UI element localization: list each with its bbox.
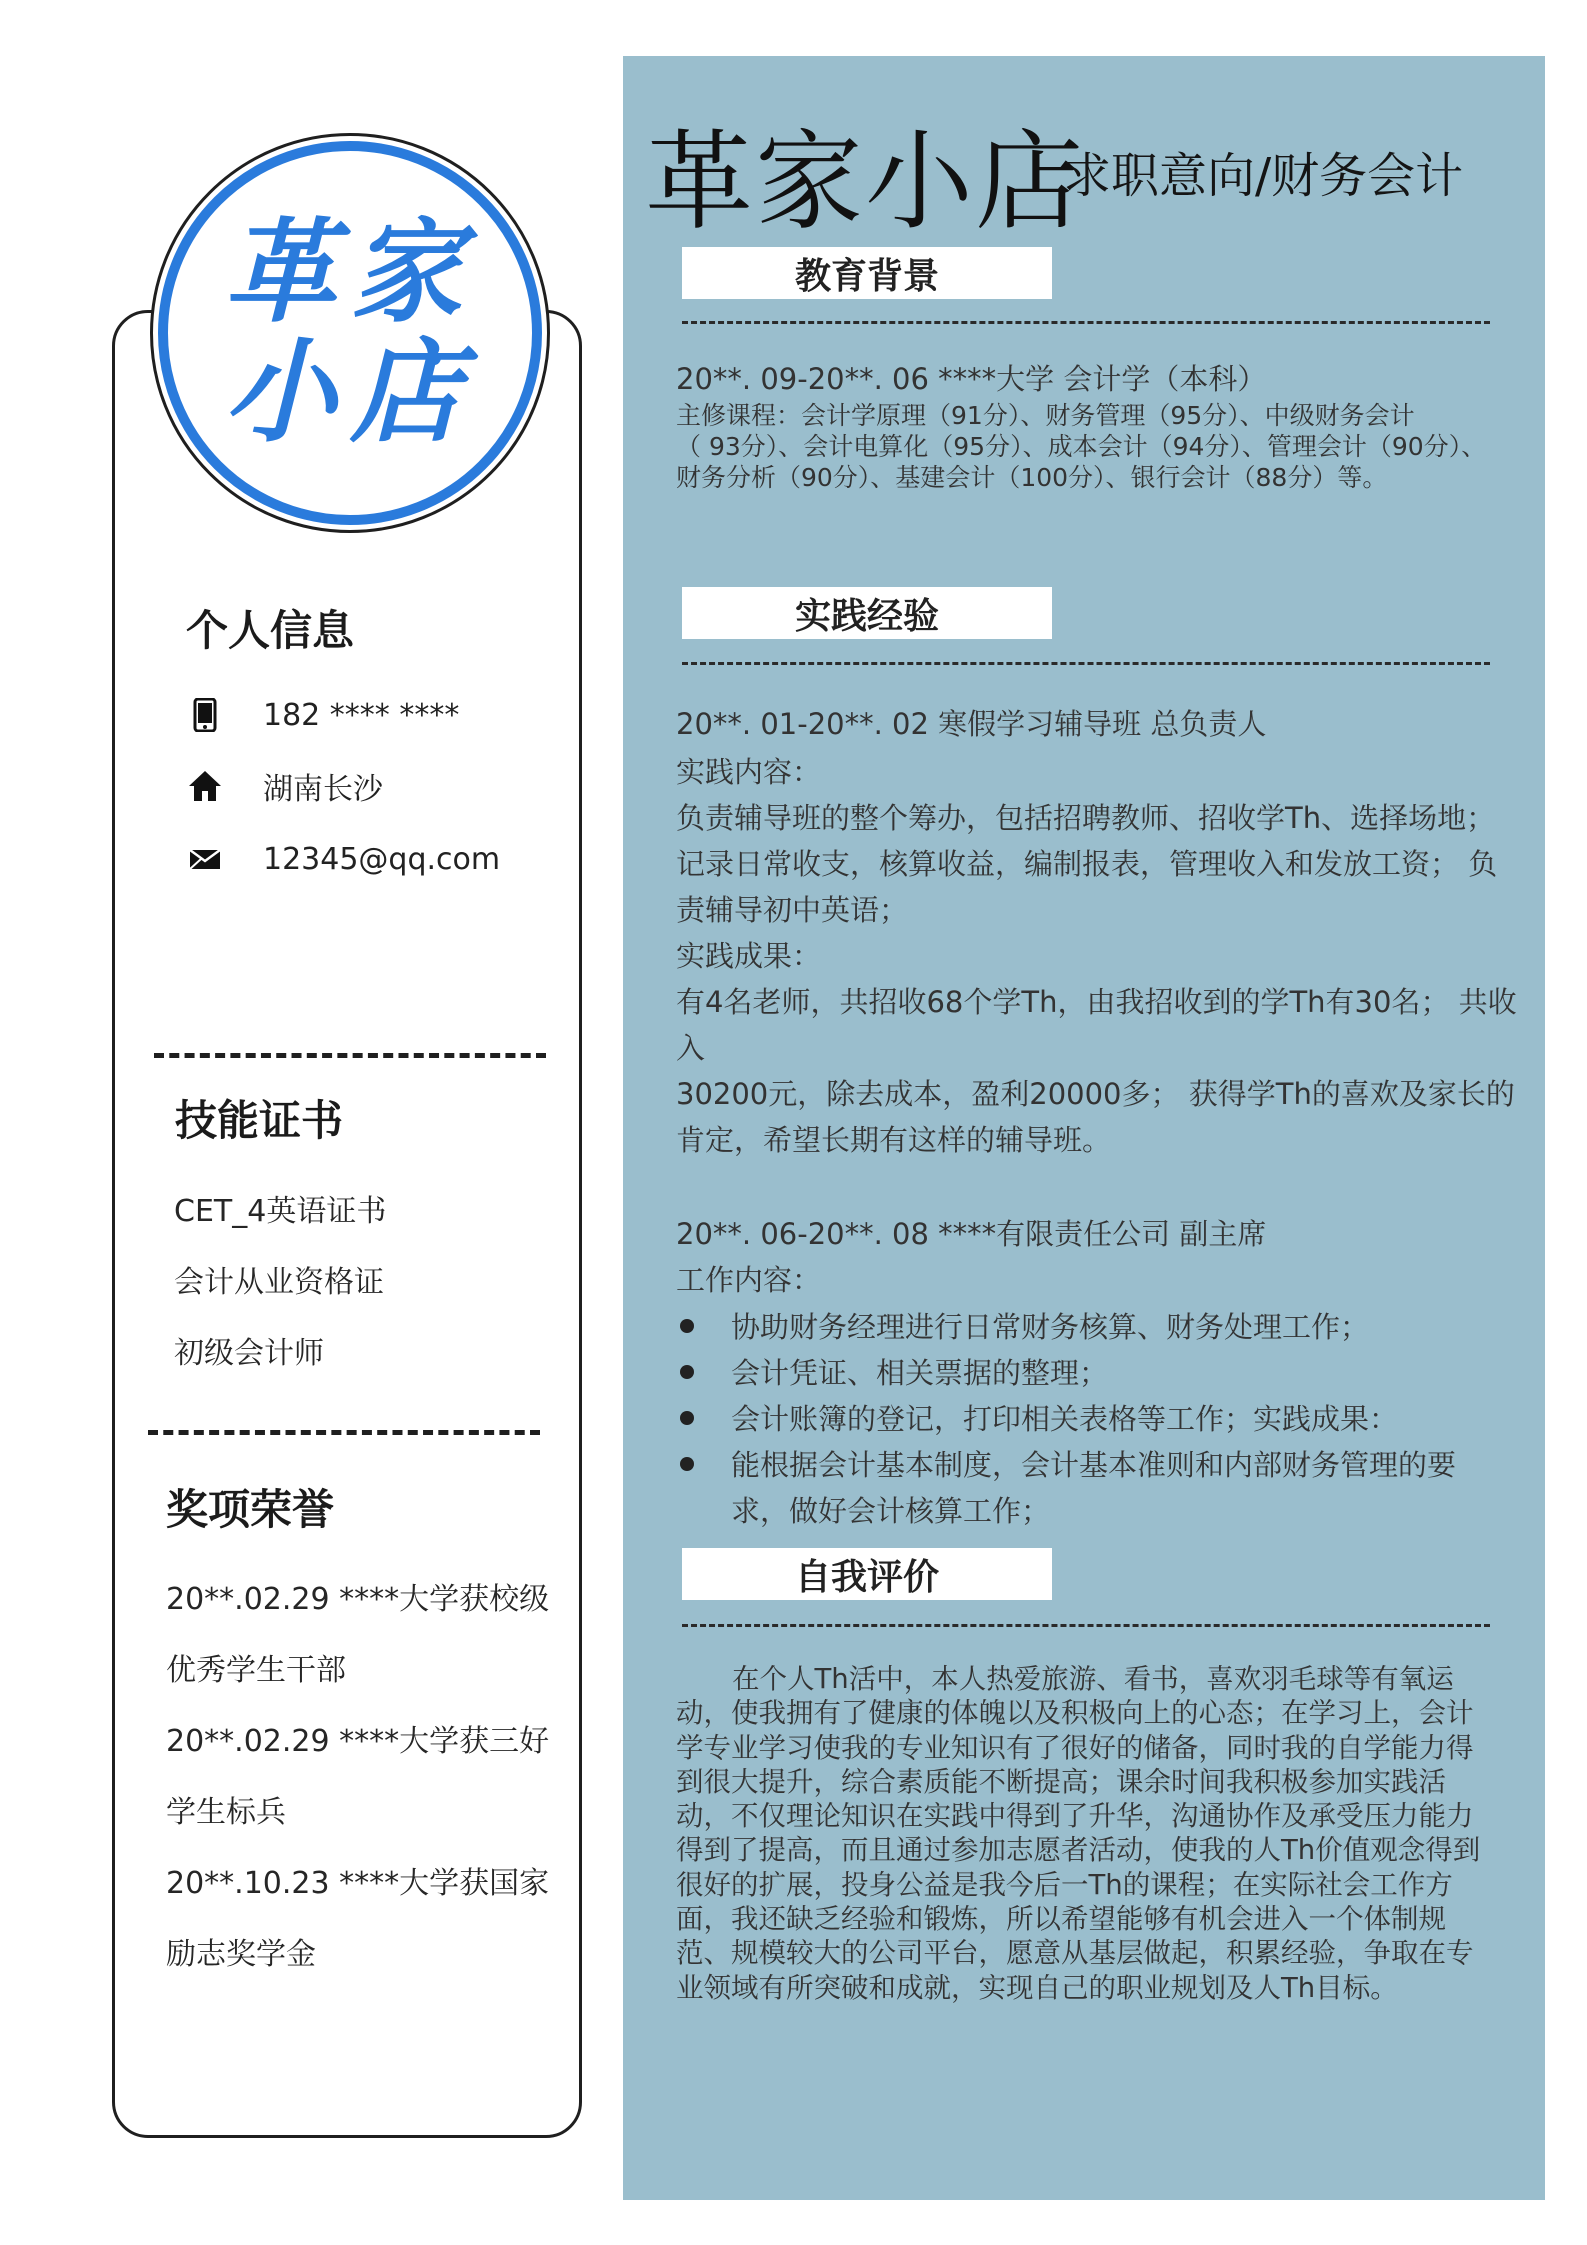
job-intent: 求职意向/财务会计 xyxy=(1063,148,1464,204)
bullet-text: 能根据会计基本制度，会计基本准则和内部财务管理的要 xyxy=(731,1448,1457,1482)
email-text: 12345@qq.com xyxy=(263,841,501,877)
phone-text: 182 **** **** xyxy=(263,697,460,733)
skills-title: 技能证书 xyxy=(175,1096,344,1145)
logo-seal xyxy=(158,141,542,525)
practice-line: 责辅导初中英语； xyxy=(676,893,909,927)
education-line: （ 93分）、会计电算化（95分）、成本会计（94分）、管理会计（90分）、 xyxy=(676,432,1487,461)
bullet-icon xyxy=(680,1365,694,1379)
skill-item: CET_4英语证书 xyxy=(174,1194,387,1229)
email-row xyxy=(188,841,501,877)
logo-line-1: 革家 xyxy=(224,207,476,338)
award-line: 20**.10.23 ****大学获国家 xyxy=(166,1866,550,1901)
bullet-text: 会计账簿的登记，打印相关表格等工作；实践成果： xyxy=(731,1402,1399,1436)
bullet-icon xyxy=(680,1457,694,1471)
bullet-icon xyxy=(680,1319,694,1333)
award-line: 20**.02.29 ****大学获三好 xyxy=(166,1724,550,1759)
practice-line: 20**. 01-20**. 02 寒假学习辅导班 总负责人 xyxy=(676,707,1267,741)
personal-info-title: 个人信息 xyxy=(186,606,355,655)
skill-item: 会计从业资格证 xyxy=(174,1265,384,1300)
home-icon xyxy=(188,769,222,803)
practice-line: 入 xyxy=(676,1031,706,1065)
evaluation-title: 自我评价 xyxy=(682,1548,1052,1600)
evaluation-text: 在个人Th活中，本人热爱旅游、看书，喜欢羽毛球等有氧运动，使我拥有了健康的体魄以及积极向上的心态；在学习上，会计学专业学习使我的专业知识有了很好的储备，同时我的自学能力得到很大提升，综合素质能不断提高；课余时间我积极参加实践活动，不仅理论知识在实践中得到了升华，沟通协作及承受压力能力得到了提高，而且通过参加志愿者活动，使我的人Th价值观念得到很好的扩展，投身公益是我今后一Th的课程；在实际社会工作方面，我还缺乏经验和锻炼，所以希望能够有机会进入一个体制规范、规模较大的公司平台，愿意从基层做起，积累经验，争取在专业领域有所突破和成就，实现自己的职业规划及人Th目标。 xyxy=(676,1663,1481,2004)
practice-line: 工作内容： xyxy=(676,1263,822,1297)
award-line: 学生标兵 xyxy=(166,1795,286,1830)
divider xyxy=(682,662,1490,665)
practice-line: 有4名老师，共招收68个学Th，由我招收到的学Th有30名； 共收 xyxy=(676,985,1517,1019)
divider xyxy=(682,321,1490,324)
phone-row xyxy=(188,697,460,733)
awards-title: 奖项荣誉 xyxy=(166,1485,335,1534)
divider xyxy=(682,1624,1490,1627)
bullet-text: 协助财务经理进行日常财务核算、财务处理工作； xyxy=(731,1310,1370,1344)
practice-line: 负责辅导班的整个筹办，包括招聘教师、招收学Th、选择场地； xyxy=(676,801,1496,835)
logo-line-2: 小店 xyxy=(224,327,476,458)
bullet-icon xyxy=(680,1411,694,1425)
practice-line: 实践内容： xyxy=(676,755,822,789)
practice-title: 实践经验 xyxy=(682,587,1052,639)
location-row xyxy=(188,769,383,807)
practice-line: 记录日常收支，核算收益，编制报表，管理收入和发放工资； 负 xyxy=(676,847,1498,881)
phone-icon xyxy=(188,698,222,732)
practice-line: 30200元，除去成本，盈利20000多； 获得学Th的喜欢及家长的 xyxy=(676,1077,1515,1111)
education-title: 教育背景 xyxy=(682,247,1052,299)
practice-line: 肯定，希望长期有这样的辅导班。 xyxy=(676,1123,1112,1157)
practice-line: 20**. 06-20**. 08 ****有限责任公司 副主席 xyxy=(676,1217,1267,1251)
divider xyxy=(154,1053,546,1058)
skill-item: 初级会计师 xyxy=(174,1336,324,1371)
education-header: 20**. 09-20**. 06 ****大学 会计学（本科） xyxy=(676,362,1267,396)
practice-line: 实践成果： xyxy=(676,939,822,973)
award-line: 20**.02.29 ****大学获校级 xyxy=(166,1582,550,1617)
education-line: 财务分析（90分）、基建会计（100分）、银行会计（88分）等。 xyxy=(676,463,1388,492)
education-line: 主修课程：会计学原理（91分）、财务管理（95分）、中级财务会计 xyxy=(676,401,1415,430)
location-text: 湖南长沙 xyxy=(263,772,383,807)
award-line: 优秀学生干部 xyxy=(166,1653,346,1688)
mail-icon xyxy=(188,842,222,876)
award-line: 励志奖学金 xyxy=(166,1937,316,1972)
bullet-text: 求，做好会计核算工作； xyxy=(731,1494,1051,1528)
divider xyxy=(148,1430,540,1435)
bullet-text: 会计凭证、相关票据的整理； xyxy=(731,1356,1109,1390)
name-title: 革家小店 xyxy=(645,120,1086,245)
